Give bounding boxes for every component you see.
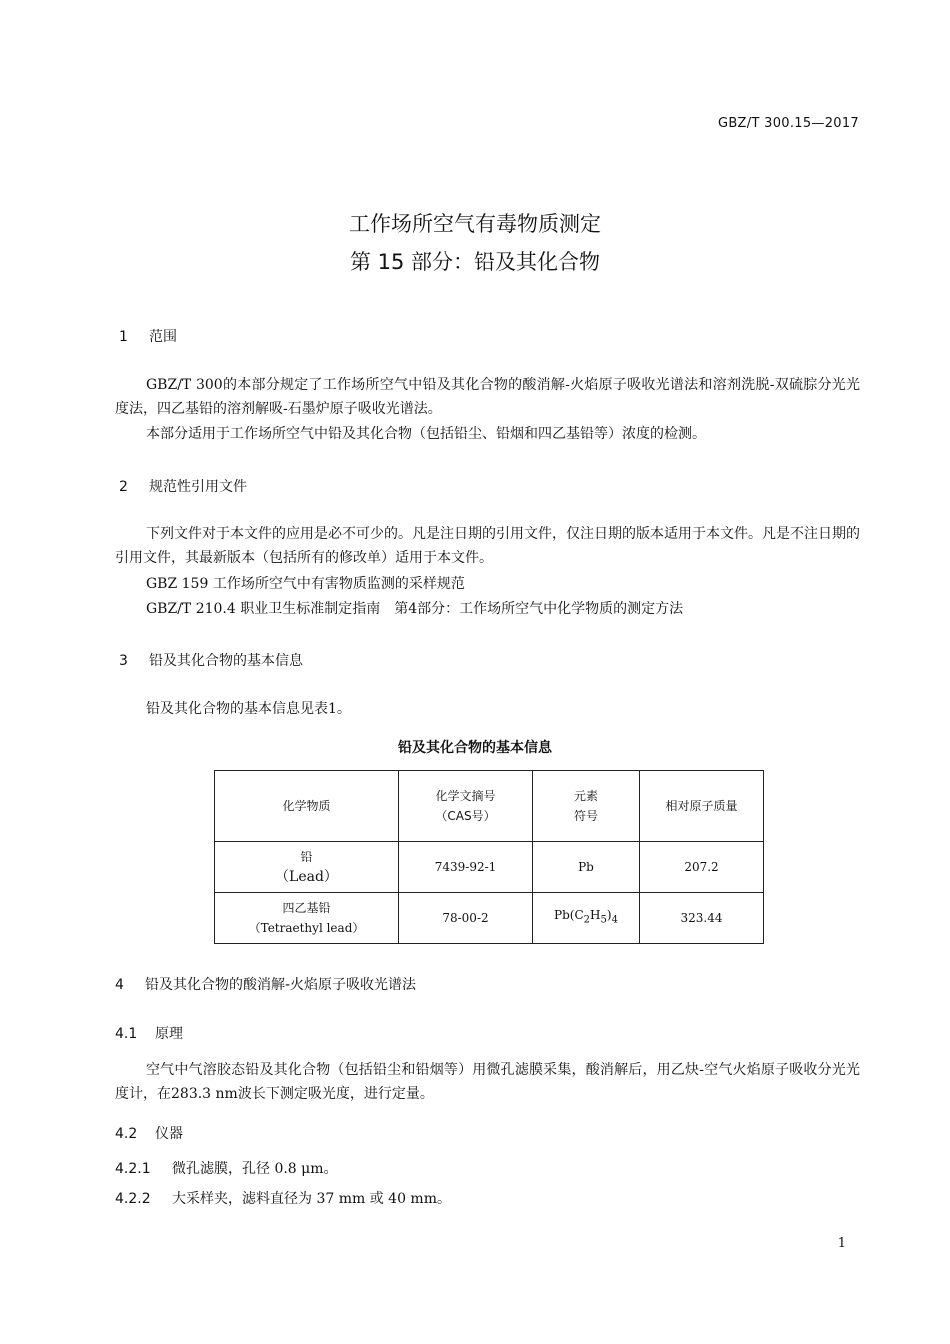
header-symbol (533, 771, 640, 842)
cell-mass: 323.44 (640, 893, 764, 944)
cell-symbol: Pb (533, 842, 640, 893)
cell-cas: 7439-92-1 (399, 842, 533, 893)
section-title: 铅及其化合物的酸消解-火焰原子吸收光谱法 (145, 977, 417, 993)
subsection-number: 4.1 (115, 1026, 138, 1042)
section-4-2-heading (115, 1123, 183, 1143)
standard-code: GBZ/T 300.15—2017 (717, 116, 859, 131)
table-header-row (215, 771, 764, 842)
clause-4-2-1 (115, 1158, 338, 1178)
cell-mass: 207.2 (640, 842, 764, 893)
substance-name-en: （Tetraethyl lead） (248, 921, 365, 935)
page-subtitle: 第 15 部分：铅及其化合物 (349, 250, 601, 274)
header-symbol-line1: 元素 (573, 789, 598, 803)
clause-4-2-2 (115, 1188, 451, 1208)
formula-subscript: 4 (611, 914, 618, 926)
page-number: 1 (837, 1236, 846, 1251)
cell-substance (215, 893, 399, 944)
basic-info-table (214, 770, 764, 944)
section-title: 铅及其化合物的基本信息 (149, 653, 303, 669)
section-1-heading (119, 326, 177, 346)
formula-subscript: 2 (583, 914, 591, 926)
formula-part: H (590, 908, 601, 923)
header-mass: 相对原子质量 (640, 771, 764, 842)
clause-text: 微孔滤膜，孔径 0.8 μm。 (172, 1161, 338, 1177)
table-row (215, 893, 764, 944)
cell-cas: 78-00-2 (399, 893, 533, 944)
header-cas-line2: （CAS号） (435, 809, 496, 823)
section-title: 规范性引用文件 (149, 479, 247, 495)
section-number: 3 (119, 653, 128, 669)
header-substance: 化学物质 (215, 771, 399, 842)
section-4-heading (115, 974, 416, 994)
section-number: 1 (119, 329, 128, 345)
clause-number: 4.2.2 (115, 1191, 151, 1207)
section-title: 范围 (149, 329, 177, 345)
formula-part: Pb(C (554, 908, 584, 923)
page-title: 工作场所空气有毒物质测定 (349, 212, 601, 236)
section-3-paragraph-1: 铅及其化合物的基本信息见表1。 (146, 701, 351, 717)
cell-substance (215, 842, 399, 893)
formula-subscript: 5 (600, 914, 607, 926)
section-4-1-heading (115, 1023, 183, 1043)
cell-symbol (533, 893, 640, 944)
normative-reference-2: GBZ/T 210.4 职业卫生标准制定指南 第4部分：工作场所空气中化学物质的测定方法 (146, 601, 684, 617)
subsection-title: 原理 (155, 1026, 183, 1042)
section-1-paragraph-1: GBZ/T 300的本部分规定了工作场所空气中铅及其化合物的酸消解-火焰原子吸收光谱法和溶剂洗脱-双硫腙分光光度法，四乙基铅的溶剂解吸-石墨炉原子吸收光谱法。 (115, 377, 860, 417)
table-caption: 铅及其化合物的基本信息 (398, 740, 552, 756)
clause-number: 4.2.1 (115, 1161, 151, 1177)
header-cas (399, 771, 533, 842)
substance-name-cn: 四乙基铅 (282, 901, 331, 915)
subsection-number: 4.2 (115, 1126, 138, 1142)
section-4-1-paragraph: 空气中气溶胶态铅及其化合物（包括铅尘和铅烟等）用微孔滤膜采集，酸消解后，用乙炔-空气火焰原子吸收分光光度计，在283.3 nm波长下测定吸光度，进行定量。 (115, 1062, 860, 1102)
section-number: 2 (119, 479, 128, 495)
section-number: 4 (115, 977, 124, 993)
clause-text: 大采样夹，滤料直径为 37 mm 或 40 mm。 (172, 1191, 451, 1207)
section-3-heading (119, 650, 303, 670)
header-symbol-line2: 符号 (573, 809, 598, 823)
table-row (215, 842, 764, 893)
section-2-heading (119, 476, 247, 496)
section-1-paragraph-2: 本部分适用于工作场所空气中铅及其化合物（包括铅尘、铅烟和四乙基铅等）浓度的检测。 (146, 426, 706, 442)
normative-reference-1: GBZ 159 工作场所空气中有害物质监测的采样规范 (146, 576, 465, 592)
section-2-paragraph-1: 下列文件对于本文件的应用是必不可少的。凡是注日期的引用文件，仅注日期的版本适用于本文件。凡是不注日期的引用文件，其最新版本（包括所有的修改单）适用于本文件。 (115, 526, 860, 566)
subsection-title: 仪器 (155, 1126, 183, 1142)
header-cas-line1: 化学文摘号 (435, 789, 496, 803)
formula-part: ) (606, 908, 612, 923)
substance-name-cn: 铅 (300, 850, 313, 864)
substance-name-en: （Lead） (275, 869, 338, 885)
